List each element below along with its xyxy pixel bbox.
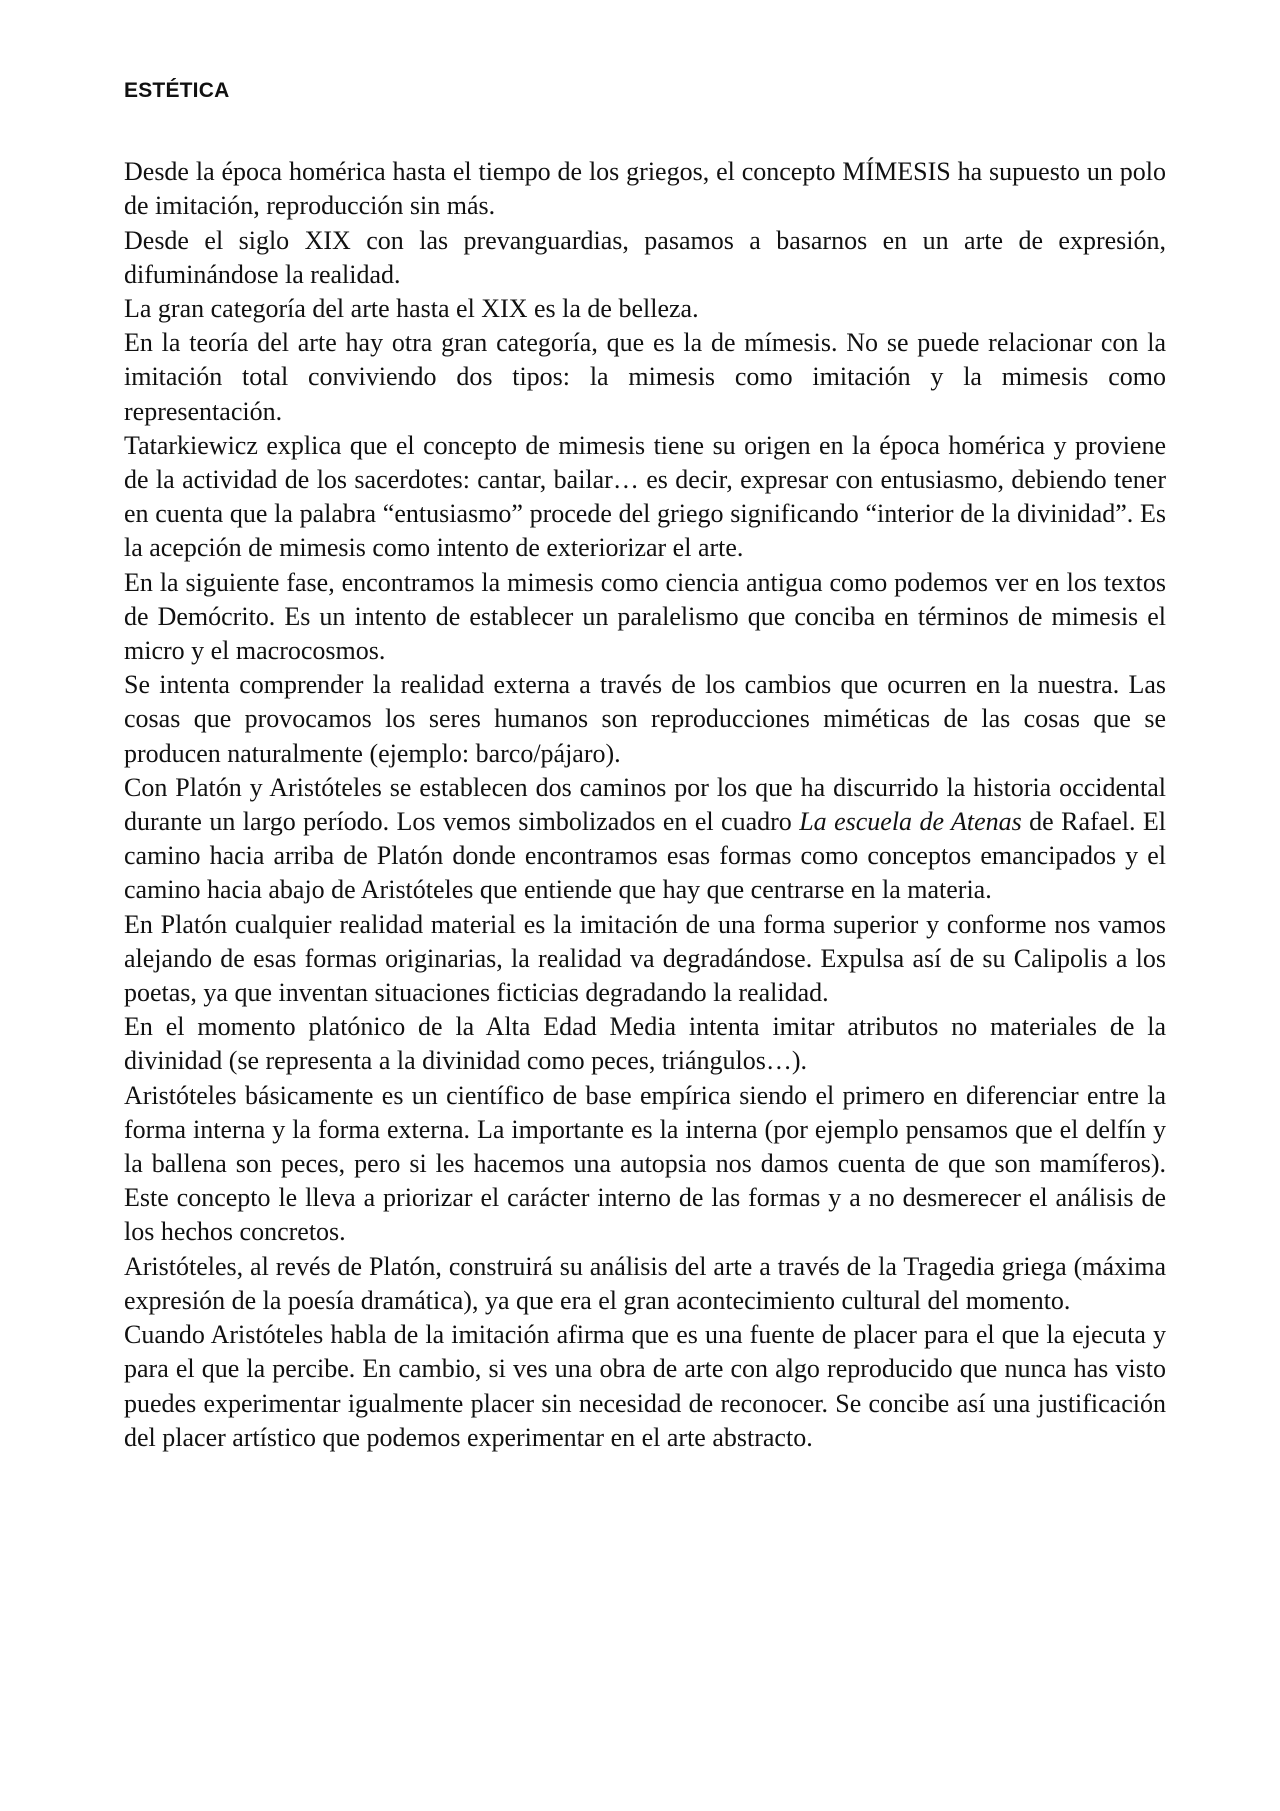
- document-page: [124, 78, 1166, 1455]
- paragraph-9: En Platón cualquier realidad material es la imitación de una forma superior y conforme nos vamos alejando de esas formas originarias, la realidad va degradándose. Expulsa así de su Calipolis a los poetas, ya que inventan situaciones ficticias degradando la realidad.: [124, 909, 1166, 1008]
- paragraph-2: Desde el siglo XIX con las prevanguardias, pasamos a basarnos en un arte de expresión, difuminándose la realidad.: [124, 225, 1166, 289]
- paragraph-11: Aristóteles básicamente es un científico de base empírica siendo el primero en diferenciar entre la forma interna y la forma externa. La importante es la interna (por ejemplo pensamos que el delfín y la ballena son peces, pero si les hacemos una autopsia nos damos cuenta de que son mamíferos). Este concepto le lleva a priorizar el carácter interno de las formas y a no desmerecer el análisis de los hechos concretos.: [124, 1080, 1166, 1247]
- paragraph-13: Cuando Aristóteles habla de la imitación afirma que es una fuente de placer para el que la ejecuta y para el que la percibe. En cambio, si ves una obra de arte con algo reproducido que nunca has visto puedes experimentar igualmente placer sin necesidad de reconocer. Se concibe así una justificación del placer artístico que podemos experimentar en el arte abstracto.: [124, 1320, 1166, 1452]
- document-body: [124, 155, 1166, 1455]
- paragraph-7: Se intenta comprender la realidad externa a través de los cambios que ocurren en la nuestra. Las cosas que provocamos los seres humanos son reproducciones miméticas de las cosas que se producen naturalmente (ejemplo: barco/pájaro).: [124, 670, 1166, 768]
- paragraph-10: En el momento platónico de la Alta Edad Media intenta imitar atributos no materiales de la divinidad (se representa a la divinidad como peces, triángulos…).: [124, 1012, 1166, 1076]
- paragraph-5: Tatarkiewicz explica que el concepto de mimesis tiene su origen en la época homérica y proviene de la actividad de los sacerdotes: cantar, bailar… es decir, expresar con entusiasmo, debiendo tener en cuenta que la palabra “entusiasmo” procede del griego significando “interior de la divinidad”. Es la acepción de mimesis como intento de exteriorizar el arte.: [124, 430, 1166, 563]
- paragraph-12: Aristóteles, al revés de Platón, construirá su análisis del arte a través de la Tragedia griega (máxima expresión de la poesía dramática), ya que era el gran acontecimiento cultural del momento.: [124, 1251, 1166, 1315]
- painting-title: La escuela de Atenas: [799, 807, 1022, 837]
- paragraph-8-text-after: de Rafael. El camino hacia arriba de Platón donde encontramos esas formas como conceptos emancipados y el camino hacia abajo de Aristóteles que entiende que hay que centrarse en la materia.: [124, 807, 1166, 905]
- paragraph-6: En la siguiente fase, encontramos la mimesis como ciencia antigua como podemos ver en los textos de Demócrito. Es un intento de establecer un paralelismo que conciba en términos de mimesis el micro y el macrocosmos.: [124, 567, 1166, 666]
- paragraph-8: [124, 771, 1166, 908]
- paragraph-8-text-before: Con Platón y Aristóteles se establecen dos caminos por los que ha discurrido la historia occidental durante un largo período. Los vemos simbolizados en el cuadro: [124, 772, 1166, 837]
- document-title: ESTÉTICA: [124, 79, 230, 102]
- paragraph-4: En la teoría del arte hay otra gran categoría, que es la de mímesis. No se puede relacionar con la imitación total conviviendo dos tipos: la mimesis como imitación y la mimesis como representación.: [124, 328, 1166, 426]
- paragraph-1: Desde la época homérica hasta el tiempo de los griegos, el concepto MÍMESIS ha supuesto un polo de imitación, reproducción sin más.: [124, 157, 1166, 221]
- paragraph-3: La gran categoría del arte hasta el XIX es la de belleza.: [124, 294, 699, 323]
